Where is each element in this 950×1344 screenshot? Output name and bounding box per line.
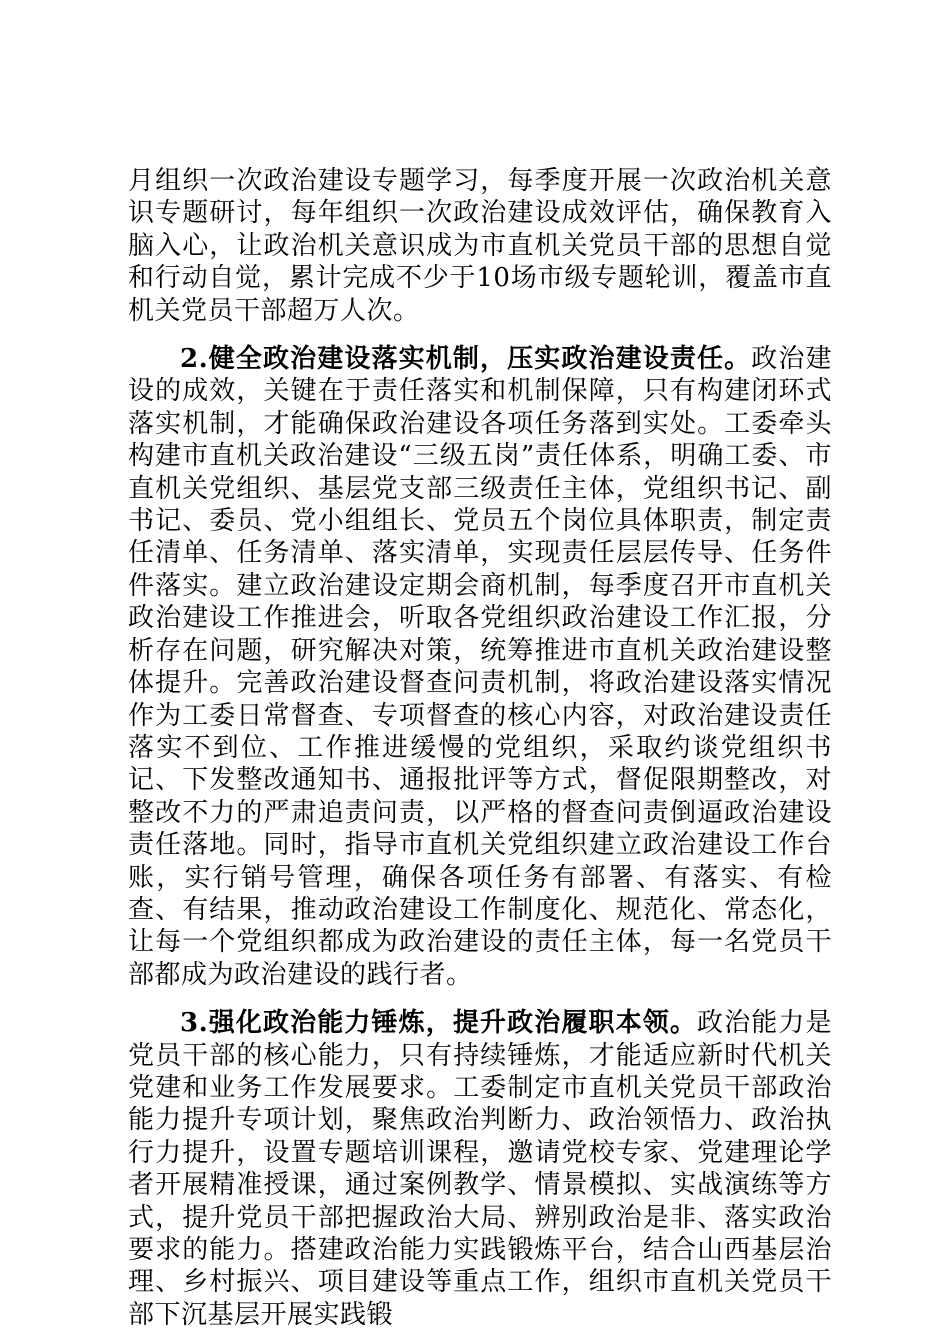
paragraph-section-3	[128, 1007, 832, 1331]
paragraph-text: 政治建设的成效，关键在于责任落实和机制保障，只有构建闭环式落实机制，才能确保政治建设各项任务落到实处。工委牵头构建市直机关政治建设“三级五岗”责任体系，明确工委、市直机关党组织、基层党支部三级责任主体，党组织书记、副书记、委员、党小组组长、党员五个岗位具体职责，制定责任清单、任务清单、落实清单，实现责任层层传导、任务件件落实。建立政治建设定期会商机制，每季度召开市直机关政治建设工作推进会，听取各党组织政治建设工作汇报，分析存在问题，研究解决对策，统筹推进市直机关政治建设整体提升。完善政治建设督查问责机制，将政治建设落实情况作为工委日常督查、专项督查的核心内容，对政治建设责任落实不到位、工作推进缓慢的党组织，采取约谈党组织书记、下发整改通知书、通报批评等方式，督促限期整改，对整改不力的严肃追责问责，以严格的督查问责倒逼政治建设责任落地。同时，指导市直机关党组织建立政治建设工作台账，实行销号管理，确保各项任务有部署、有落实、有检查、有结果，推动政治建设工作制度化、规范化、常态化，让每一个党组织都成为政治建设的责任主体，每一名党员干部都成为政治建设的践行者。	[128, 344, 832, 990]
section-heading: 3.强化政治能力锤炼，提升政治履职本领。	[180, 1008, 697, 1039]
paragraph-text: 月组织一次政治建设专题学习，每季度开展一次政治机关意识专题研讨，每年组织一次政治建设成效评估，确保教育入脑入心，让政治机关意识成为市直机关党员干部的思想自觉和行动自觉，累计完成不少于10场市级专题轮训，覆盖市直机关党员干部超万人次。	[128, 166, 832, 326]
paragraph-text: 政治能力是党员干部的核心能力，只有持续锤炼，才能适应新时代机关党建和业务工作发展要求。工委制定市直机关党员干部政治能力提升专项计划，聚焦政治判断力、政治领悟力、政治执行力提升，设置专题培训课程，邀请党校专家、党建理论学者开展精准授课，通过案例教学、情景模拟、实战演练等方式，提升党员干部把握政治大局、辨别政治是非、落实政治要求的能力。搭建政治能力实践锻炼平台，结合山西基层治理、乡村振兴、项目建设等重点工作，组织市直机关党员干部下沉基层开展实践锻	[128, 1008, 832, 1330]
paragraph-section-2	[128, 343, 832, 991]
paragraph-continuation	[128, 165, 832, 327]
document-page	[128, 165, 832, 1331]
section-heading: 2.健全政治建设落实机制，压实政治建设责任。	[180, 344, 752, 375]
